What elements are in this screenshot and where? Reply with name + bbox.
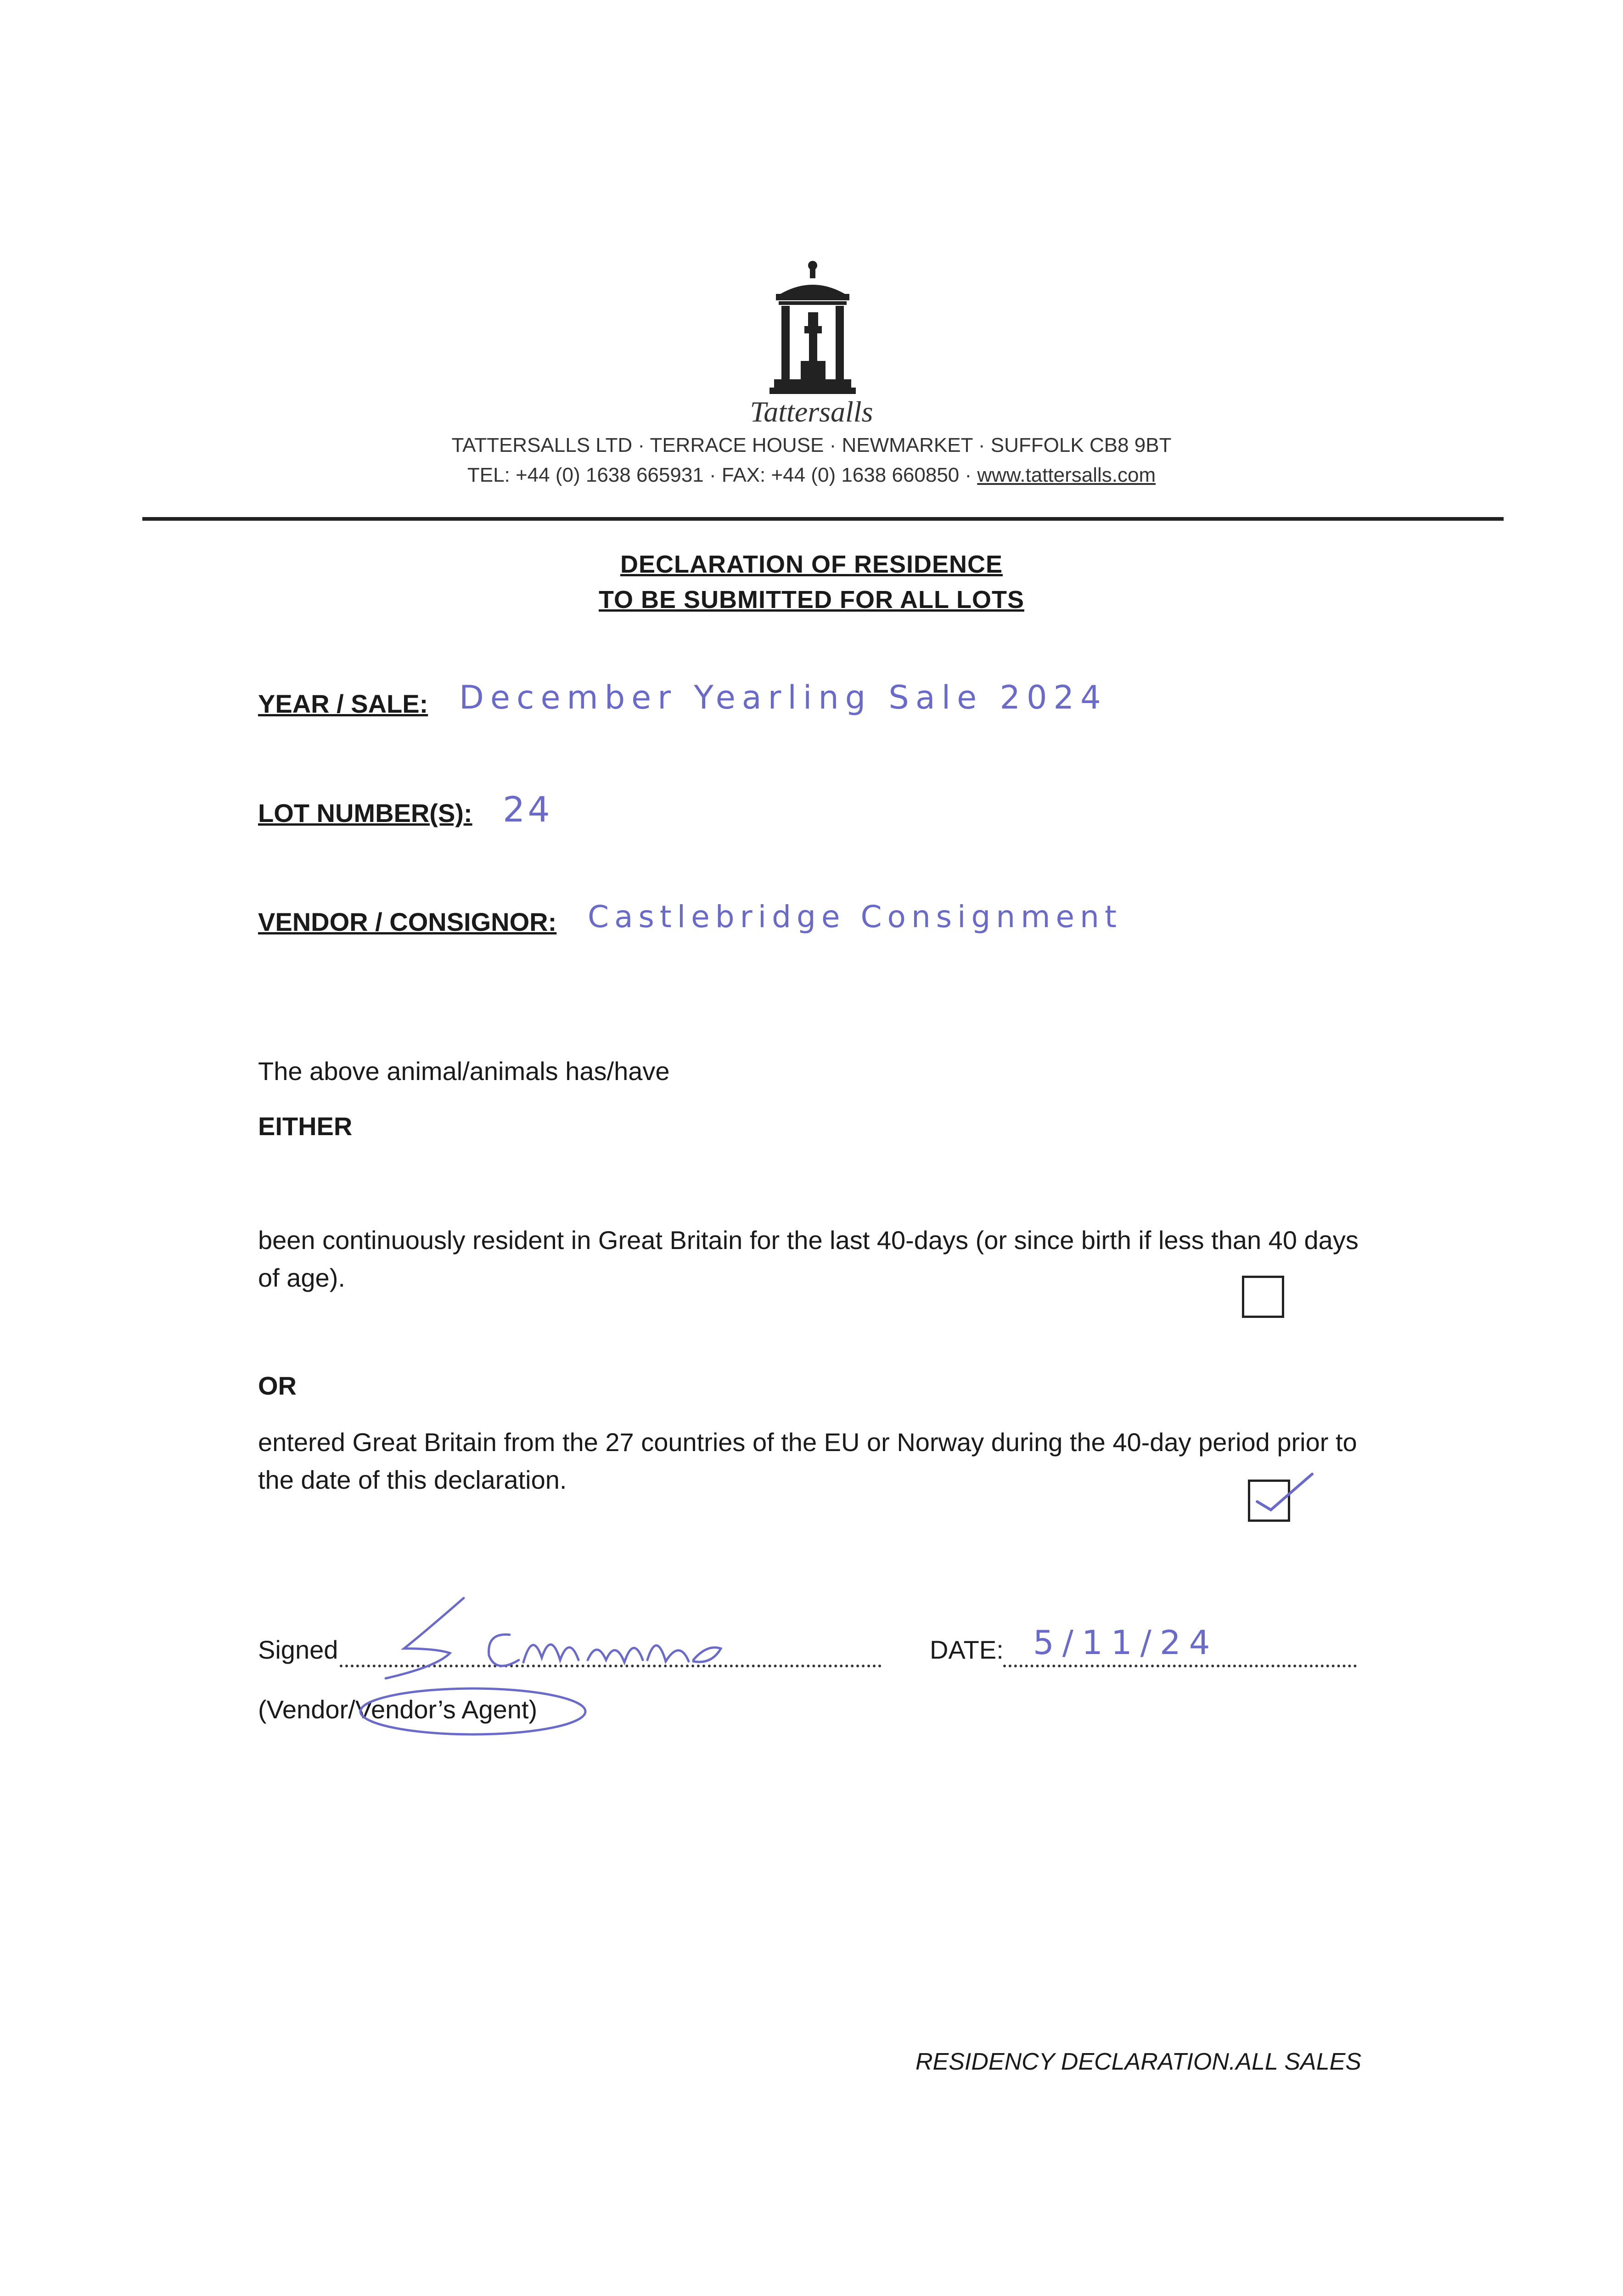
company-contact xyxy=(0,464,1623,487)
lot-number-value: 24 xyxy=(503,789,553,830)
role-vendor: (Vendor/ xyxy=(258,1695,355,1724)
option-entered-text: entered Great Britain from the 27 countries of the EU or Norway during the 40-day period prior to the date of this declaration. xyxy=(258,1428,1357,1494)
year-sale-value: December Yearling Sale 2024 xyxy=(459,679,1107,716)
form-footer: RESIDENCY DECLARATION.ALL SALES xyxy=(915,2048,1361,2075)
tattersalls-logo-icon xyxy=(762,257,863,395)
brand-name: Tattersalls xyxy=(750,395,873,428)
vendor-value: Castlebridge Consignment xyxy=(588,899,1122,934)
date-value: 5/11/24 xyxy=(1033,1623,1219,1662)
lot-number-label: LOT NUMBER(S): xyxy=(258,799,472,827)
selection-circle-icon xyxy=(354,1683,592,1747)
contact-numbers: TEL: +44 (0) 1638 665931 · FAX: +44 (0) 1638 660850 · xyxy=(467,464,977,486)
date-line xyxy=(1003,1665,1357,1667)
header-divider xyxy=(142,517,1504,521)
checkmark-icon xyxy=(1248,1469,1317,1525)
or-heading: OR xyxy=(258,1371,297,1400)
option-resident-checkbox[interactable] xyxy=(1242,1276,1284,1318)
year-sale-label: YEAR / SALE: xyxy=(258,689,428,718)
company-address: TATTERSALLS LTD · TERRACE HOUSE · NEWMARKET · SUFFOLK CB8 9BT xyxy=(451,434,1172,456)
website-link[interactable]: www.tattersalls.com xyxy=(977,464,1156,486)
vendor-label: VENDOR / CONSIGNOR: xyxy=(258,907,557,936)
role-vendor-agent: Vendor’s Agent) xyxy=(355,1695,538,1724)
declaration-intro: The above animal/animals has/have xyxy=(258,1057,670,1086)
document-title: DECLARATION OF RESIDENCE xyxy=(620,551,1003,578)
either-heading: EITHER xyxy=(258,1112,353,1141)
document-subtitle: TO BE SUBMITTED FOR ALL LOTS xyxy=(599,586,1024,613)
option-resident-text: been continuously resident in Great Britain for the last 40-days (or since birth if less than 40 days of age). xyxy=(258,1226,1359,1292)
signed-label: Signed xyxy=(258,1635,338,1664)
handwritten-signature-icon xyxy=(358,1580,753,1685)
date-label: DATE: xyxy=(930,1635,1004,1664)
